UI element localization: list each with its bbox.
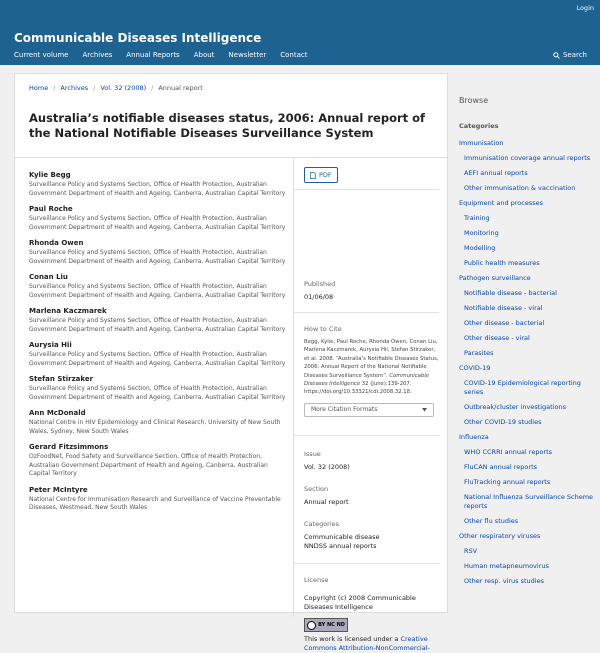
pdf-button[interactable] <box>304 167 338 183</box>
published-label: Published <box>304 280 336 288</box>
cite-label: How to Cite <box>304 325 342 333</box>
author-name: Aurysia Hii <box>29 341 72 349</box>
published-section <box>304 280 439 302</box>
breadcrumb-volume[interactable]: Vol. 32 (2008) <box>100 84 147 92</box>
breadcrumb-separator: / <box>53 84 56 92</box>
section-label: Section <box>304 485 329 493</box>
sidebar <box>459 96 599 592</box>
sidebar-item[interactable]: Training <box>464 214 490 222</box>
author-entry <box>29 273 287 300</box>
search-icon <box>553 52 560 59</box>
sidebar-item[interactable]: FluCAN annual reports <box>464 463 538 471</box>
sidebar-item[interactable]: Other COVID-19 studies <box>464 418 542 426</box>
citation-formats-dropdown[interactable] <box>304 403 434 417</box>
sidebar-item[interactable]: Equipment and processes <box>459 199 544 207</box>
license-link[interactable]: Creative Commons Attribution-NonCommercial- <box>304 635 430 652</box>
sidebar-item[interactable]: COVID-19 <box>459 364 491 372</box>
author-entry <box>29 486 287 513</box>
sidebar-item[interactable]: Notifiable disease - bacterial <box>464 289 557 297</box>
sidebar-item[interactable]: Immunisation <box>459 139 504 147</box>
author-affiliation: Surveillance Policy and Systems Section, Office of Health Protection, Australian Government Department of Health and Ageing, Canberra, Australian Capital Territory <box>29 283 286 299</box>
sidebar-item[interactable]: Immunisation coverage annual reports <box>464 154 591 162</box>
cc-license-badge[interactable] <box>304 618 439 632</box>
galley-section <box>304 167 439 183</box>
sidebar-item[interactable]: AEFI annual reports <box>464 169 528 177</box>
site-title[interactable]: Communicable Diseases Intelligence <box>14 31 262 45</box>
author-affiliation: Surveillance Policy and Systems Section, Office of Health Protection, Australian Government Department of Health and Ageing, Canberra, Australian Capital Territory <box>29 351 286 367</box>
author-name: Paul Roche <box>29 205 73 213</box>
divider <box>293 157 294 617</box>
caret-down-icon <box>422 408 427 412</box>
sidebar-item[interactable]: Other disease - viral <box>464 334 530 342</box>
section-section <box>304 485 439 507</box>
sidebar-item[interactable]: Modelling <box>464 244 496 252</box>
sidebar-item[interactable]: Influenza <box>459 433 489 441</box>
copyright-text: Copyright (c) 2008 Communicable Diseases Intelligence <box>304 594 416 611</box>
document-icon <box>310 172 316 179</box>
sidebar-item[interactable]: Pathogen surveillance <box>459 274 531 282</box>
author-entry <box>29 409 287 436</box>
breadcrumb <box>29 84 203 92</box>
author-name: Peter McIntyre <box>29 485 88 494</box>
author-name: Conan Liu <box>29 273 68 281</box>
issue-link[interactable]: Vol. 32 (2008) <box>304 463 350 471</box>
sidebar-item[interactable]: Parasites <box>464 349 494 357</box>
citation-text: Begg, Kylie, Paul Roche, Rhonda Owen, Conan Liu, Marlena Kaczmarek, Aurysia Hii, Stefan Stirzaker, et al. 2008. “Australia’s Notifiable Diseases Status, 2006: Annual Report of the National Notifiable Diseases Surveillance System”. Communicable Diseases Intelligence 32 (June):139-207. https://doi.org/10.33321/cdi.2008.32.18. <box>304 339 439 396</box>
sidebar-item[interactable]: Outbreak/cluster investigations <box>464 403 567 411</box>
license-section <box>304 576 439 653</box>
author-affiliation: Surveillance Policy and Systems Section, Office of Health Protection, Australian Government Department of Health and Ageing, Canberra, Australian Capital Territory <box>29 181 286 197</box>
divider <box>293 435 439 436</box>
article-panel <box>14 73 448 652</box>
license-statement: This work is licensed under a Creative Commons Attribution-NonCommercial- <box>304 635 430 652</box>
author-entry <box>29 239 287 266</box>
category-link[interactable]: Communicable disease <box>304 533 380 541</box>
nav-archives[interactable]: Archives <box>82 51 113 59</box>
nav-about[interactable]: About <box>193 51 215 59</box>
author-name: Ann McDonald <box>29 409 86 417</box>
sidebar-item[interactable]: Human metapneumovirus <box>464 562 549 570</box>
citation-section <box>304 325 439 417</box>
author-entry <box>29 375 287 402</box>
author-name: Gerard Fitzsimmons <box>29 443 109 451</box>
sidebar-item[interactable]: Other respiratory viruses <box>459 532 541 540</box>
divider <box>293 563 439 564</box>
author-entry <box>29 205 287 232</box>
nav-newsletter[interactable]: Newsletter <box>228 51 267 59</box>
site-header <box>0 0 600 65</box>
sidebar-item[interactable]: Monitoring <box>464 229 499 237</box>
pdf-label: PDF <box>319 171 332 179</box>
sidebar-categories-label: Categories <box>459 122 499 130</box>
author-name: Kylie Begg <box>29 171 71 179</box>
citation-formats-label: More Citation Formats <box>311 406 378 414</box>
author-affiliation: Surveillance Policy and Systems Section, Office of Health Protection, Australian Government Department of Health and Ageing, Canberra, Australian Capital Territory <box>29 385 286 401</box>
sidebar-item[interactable]: COVID-19 Epidemiological reporting series <box>464 379 581 396</box>
sidebar-item[interactable]: RSV <box>464 547 478 555</box>
sidebar-item[interactable]: Other immunisation & vaccination <box>464 184 576 192</box>
issue-section <box>304 450 439 472</box>
breadcrumb-archives[interactable]: Archives <box>60 84 89 92</box>
breadcrumb-current: Annual report <box>158 84 203 92</box>
author-entry <box>29 341 287 368</box>
divider <box>15 157 447 158</box>
breadcrumb-home[interactable]: Home <box>29 84 49 92</box>
author-affiliation: OzFoodNet, Food Safety and Surveillance Section, Office of Health Protection, Australian Government Department of Health and Ageing, Canberra, Australian Capital Territory <box>29 453 268 477</box>
nav-current-volume[interactable]: Current volume <box>14 51 69 59</box>
sidebar-item[interactable]: Public health measures <box>464 259 540 267</box>
author-affiliation: National Centre for Immunisation Research and Surveillance of Vaccine Preventable Diseases, Westmead, New South Wales <box>29 495 281 511</box>
author-affiliation: National Centre in HIV Epidemiology and Clinical Research, University of New South Wales, Sydney, New South Wales <box>29 419 281 435</box>
nav-contact[interactable]: Contact <box>280 51 308 59</box>
sidebar-category-list <box>459 139 599 586</box>
login-link[interactable]: Login <box>576 4 594 12</box>
author-entry <box>29 171 287 198</box>
cc-icon <box>307 621 316 630</box>
sidebar-item[interactable]: WHO CCRRI annual reports <box>464 448 553 456</box>
divider <box>293 189 439 190</box>
sidebar-item[interactable]: Notifiable disease - viral <box>464 304 543 312</box>
sidebar-item[interactable]: FluTracking annual reports <box>464 478 551 486</box>
author-name: Rhonda Owen <box>29 239 84 247</box>
divider <box>293 312 439 313</box>
author-entry <box>29 307 287 334</box>
sidebar-item[interactable]: Other disease - bacterial <box>464 319 545 327</box>
author-name: Stefan Stirzaker <box>29 375 94 383</box>
breadcrumb-separator: / <box>93 84 96 92</box>
author-list <box>29 171 287 520</box>
license-label: License <box>304 576 329 584</box>
nav-annual-reports[interactable]: Annual Reports <box>126 51 180 59</box>
sidebar-item[interactable]: Other resp. virus studies <box>464 577 544 585</box>
page-title: Australia’s notifiable diseases status, 2006: Annual report of the National Notifiable Diseases Surveillance System <box>29 111 426 140</box>
section-value: Annual report <box>304 498 349 506</box>
sidebar-title: Browse <box>459 96 489 105</box>
issue-label: Issue <box>304 450 321 458</box>
categories-label: Categories <box>304 520 340 528</box>
main-nav <box>14 51 308 59</box>
sidebar-item[interactable]: National Influenza Surveillance Scheme reports <box>464 493 594 510</box>
cc-badge-text: BY NC ND <box>318 622 345 628</box>
categories-section <box>304 520 439 551</box>
author-affiliation: Surveillance Policy and Systems Section, Office of Health Protection, Australian Government Department of Health and Ageing, Canberra, Australian Capital Territory <box>29 249 286 265</box>
author-affiliation: Surveillance Policy and Systems Section, Office of Health Protection, Australian Government Department of Health and Ageing, Canberra, Australian Capital Territory <box>29 215 286 231</box>
breadcrumb-separator: / <box>151 84 154 92</box>
sidebar-item[interactable]: Other flu studies <box>464 517 519 525</box>
search-label: Search <box>562 51 587 59</box>
published-date: 01/06/08 <box>304 293 334 301</box>
search-link[interactable] <box>553 51 587 59</box>
author-name: Marlena Kaczmarek <box>29 307 107 315</box>
author-entry <box>29 443 287 479</box>
author-affiliation: Surveillance Policy and Systems Section, Office of Health Protection, Australian Government Department of Health and Ageing, Canberra, Australian Capital Territory <box>29 317 286 333</box>
category-link[interactable]: NNDSS annual reports <box>304 542 377 550</box>
